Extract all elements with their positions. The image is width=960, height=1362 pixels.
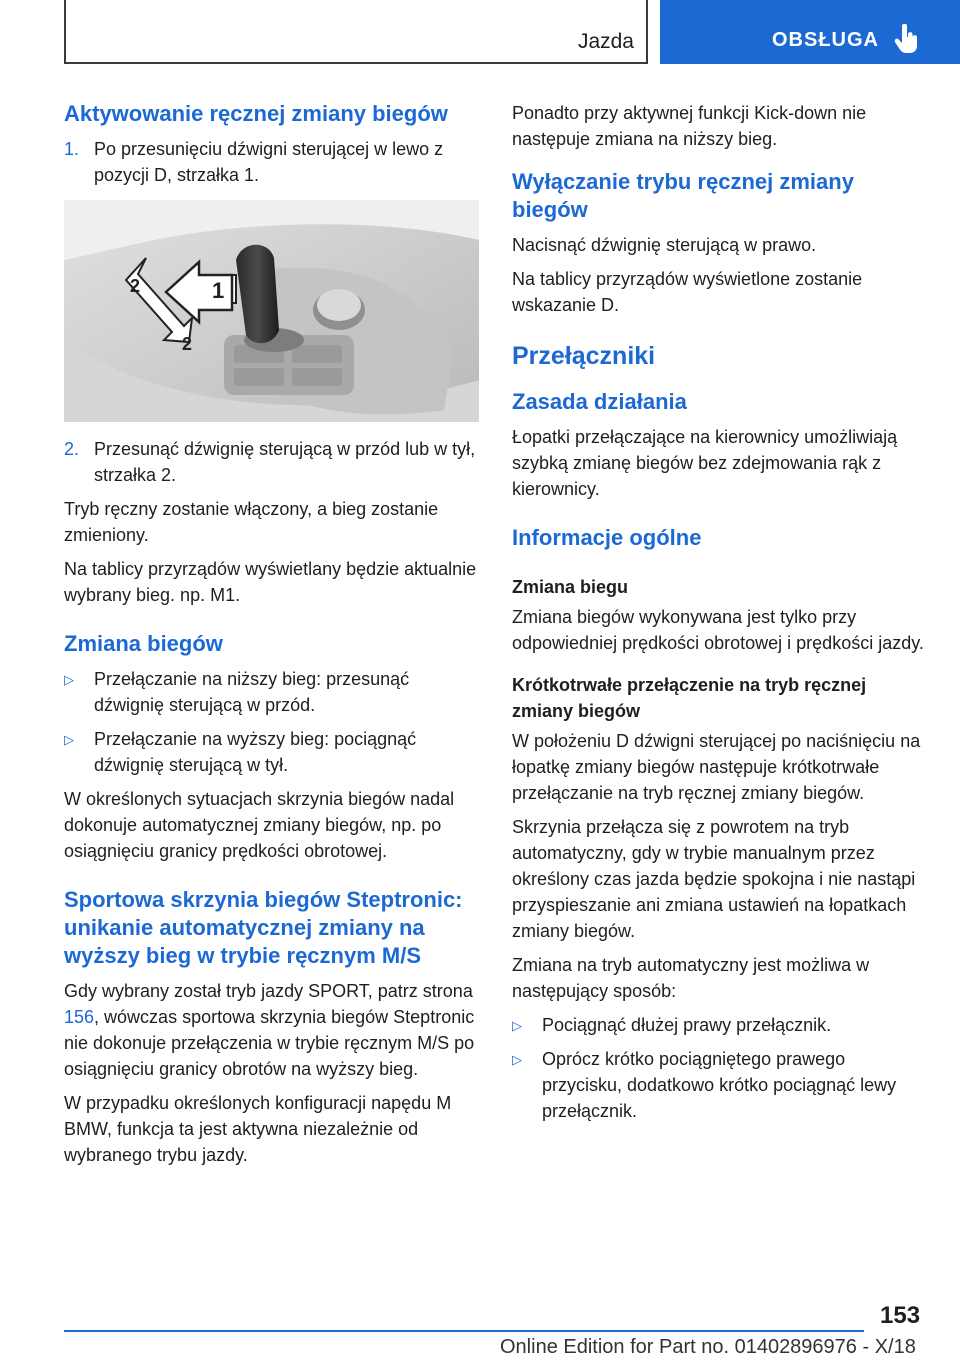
header-chapter-label: OBSŁUGA (772, 29, 879, 51)
step-1-number: 1. (64, 139, 80, 159)
paragraph-switch-methods: Zmiana na tryb automatyczny jest możliwa w następujący sposób: (512, 955, 870, 1001)
paragraph-push-right: Nacisnąć dźwignię sterującą w prawo. (512, 235, 817, 255)
heading-sport-steptronic: Sportowa skrzynia biegów Steptronic: unikanie automatycznej zmiany na wyższy bieg w trybie ręcznym M/S (64, 887, 463, 968)
paragraph-gear-condition: Zmiana biegów wykonywana jest tylko przy odpowiedniej prędkości obrotowej i prędkości jazdy. (512, 607, 924, 653)
header-section-title: Jazda (577, 30, 634, 53)
heading-gear-change: Zmiana biegów (64, 631, 223, 656)
figure-label-1: 1 (212, 278, 225, 303)
bullet-upshift-text: Przełączanie na wyższy bieg: pociągnąć dźwignię sterującą w tył. (94, 729, 417, 775)
paragraph-display-gear: Na tablicy przyrządów wyświetlany będzie aktualnie wybrany bieg. np. M1. (64, 559, 477, 605)
step-1 (64, 136, 479, 188)
bullet-pull-right (512, 1012, 928, 1038)
step-2-number: 2. (64, 439, 80, 459)
bullet-pull-right-text: Pociągnąć dłużej prawy przełącznik. (542, 1015, 832, 1035)
step-2 (64, 436, 479, 488)
page-link-156[interactable]: 156 (64, 1007, 95, 1027)
paragraph-paddles: Łopatki przełączające na kierownicy umożliwiają szybką zmianę biegów bez zdejmowania rąk z kierownicy. (512, 427, 898, 499)
heading-paddle-switches: Przełączniki (512, 342, 656, 370)
hand-pointer-icon (894, 24, 920, 54)
header-chapter-tab[interactable] (660, 0, 960, 64)
bullet-arrow-icon: ▷ (512, 1018, 522, 1033)
heading-principle: Zasada działania (512, 389, 687, 414)
paragraph-return-auto: Skrzynia przełącza się z powrotem na tryb automatyczny, gdy w trybie manualnym przez określony czas jazda będzie spokojna i nie nastąpi przyspieszanie ani zmiana ustawień na łopatkach zmiany biegów. (512, 817, 916, 941)
bullet-pull-both (512, 1046, 928, 1124)
bullet-arrow-icon: ▷ (512, 1052, 522, 1067)
heading-activate-manual: Aktywowanie ręcznej zmiany biegów (64, 101, 448, 126)
page-number: 153 (880, 1302, 921, 1329)
paragraph-temporary-switch: W położeniu D dźwigni sterującej po naciśnięciu na łopatkę zmiany biegów następuje krótkotrwałe przełączanie na tryb ręcznej zmiany biegów. (512, 731, 921, 803)
bullet-upshift (64, 726, 479, 778)
footer-divider (64, 1330, 864, 1332)
heading-general-info: Informacje ogólne (512, 525, 702, 550)
figure-label-2a: 2 (130, 276, 141, 296)
bullet-pull-both-text: Oprócz krótko pociągniętego prawego przycisku, dodatkowo krótko pociągnąć lewy przełącznik. (542, 1049, 897, 1121)
bullet-arrow-icon: ▷ (64, 732, 74, 747)
left-column (64, 100, 479, 1176)
gear-selector-illustration (64, 200, 479, 422)
header-section-box (64, 0, 648, 64)
step-2-text: Przesunąć dźwignię sterującą w przód lub w tył, strzałka 2. (94, 439, 476, 485)
heading-temporary-manual: Krótkotrwałe przełączenie na tryb ręcznej zmiany biegów (512, 675, 867, 721)
paragraph-kickdown: Ponadto przy aktywnej funkcji Kick-down nie następuje zmiana na niższy bieg. (512, 103, 867, 149)
paragraph-sport-mode: Gdy wybrany został tryb jazdy SPORT, patrz strona 156, wówczas sportowa skrzynia biegów Steptronic nie dokonuje przełączenia w trybie ręcznym M/S po osiągnięciu granicy obrotów na wyższy bieg. (64, 981, 475, 1079)
paragraph-manual-on: Tryb ręczny zostanie włączony, a bieg zostanie zmieniony. (64, 499, 439, 545)
step-1-text: Po przesunięciu dźwigni sterującej w lewo z pozycji D, strzałka 1. (94, 139, 444, 185)
right-column (512, 100, 928, 1132)
paragraph-m-drive: W przypadku określonych konfiguracji napędu M BMW, funkcja ta jest aktywna niezależnie od wybranego trybu jazdy. (64, 1093, 452, 1165)
bullet-downshift-text: Przełączanie na niższy bieg: przesunąć dźwignię sterującą w przód. (94, 669, 410, 715)
bullet-arrow-icon: ▷ (64, 672, 74, 687)
gear-selector-figure (64, 200, 479, 422)
heading-deactivate-manual: Wyłączanie trybu ręcznej zmiany biegów (512, 169, 854, 222)
heading-gear-change-sub: Zmiana biegu (512, 577, 629, 597)
footer-edition: Online Edition for Part no. 01402896976 - X/18 (500, 1336, 916, 1358)
bullet-downshift (64, 666, 479, 718)
paragraph-auto-shift: W określonych sytuacjach skrzynia biegów nadal dokonuje automatycznej zmiany biegów, np. po osiągnięciu granicy prędkości obrotowej. (64, 789, 455, 861)
figure-label-2b: 2 (182, 334, 193, 354)
paragraph-display-d: Na tablicy przyrządów wyświetlone zostanie wskazanie D. (512, 269, 863, 315)
